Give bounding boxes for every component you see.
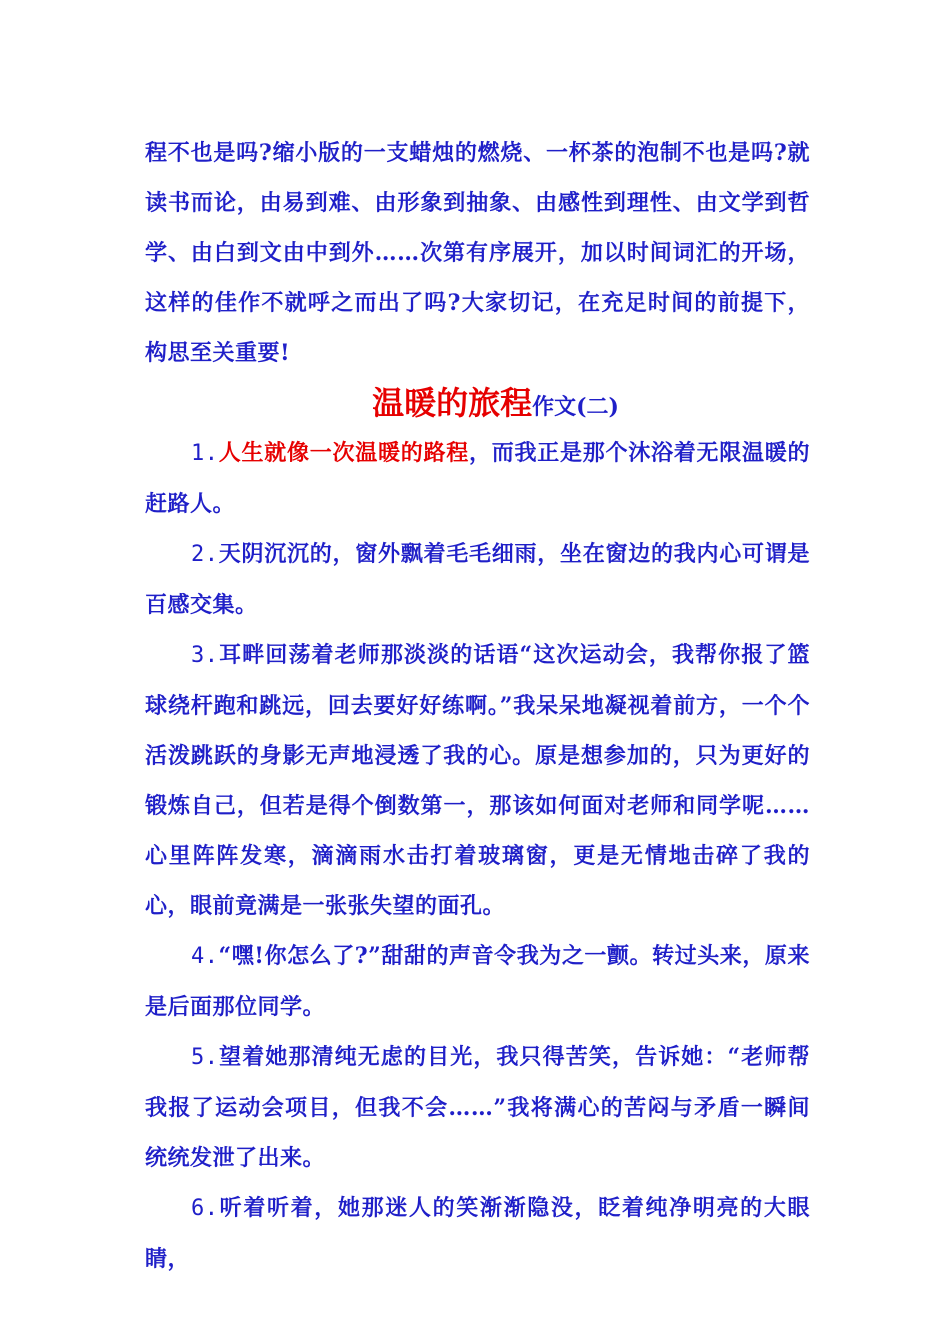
paragraph-text: 望着她那清纯无虑的目光，我只得苦笑，告诉她：“老师帮我报了运动会项目，但我不会……”我将满心的苦闷与矛盾一瞬间统统发泄了出来。 xyxy=(145,1044,810,1171)
paragraph-number: 4. xyxy=(191,944,219,969)
paragraph-text: “嘿!你怎么了?”甜甜的声音令我为之一颤。转过头来，原来是后面那位同学。 xyxy=(145,943,810,1020)
highlighted-sentence: 人生就像一次温暖的路程 xyxy=(218,440,469,466)
paragraph-text: 天阴沉沉的，窗外飘着毛毛细雨，坐在窗边的我内心可谓是百感交集。 xyxy=(145,541,810,618)
paragraph-number: 5. xyxy=(191,1045,219,1070)
intro-paragraph: 程不也是吗?缩小版的一支蜡烛的燃烧、一杯茶的泡制不也是吗?就读书而论，由易到难、由形象到抽象、由感性到理性、由文学到哲学、由白到文由中到外……次第有序展开，加以时间词汇的开场，这样的佳作不就呼之而出了吗?大家切记，在充足时间的前提下，构思至关重要! xyxy=(145,140,810,366)
paragraph-number: 1. xyxy=(191,441,219,466)
paragraph-text: ，而我正是那个沐浴着无限温暖的赶路人。 xyxy=(145,440,810,517)
essay-title-sub: 作文(二) xyxy=(532,394,619,420)
paragraph-text: 听着听着，她那迷人的笑渐渐隐没，眨着纯净明亮的大眼睛， xyxy=(145,1195,810,1272)
paragraph-number: 6. xyxy=(191,1196,219,1221)
paragraph-6 xyxy=(145,1183,810,1284)
paragraph-1 xyxy=(145,428,810,529)
essay-title-main: 温暖的旅程 xyxy=(372,384,533,422)
paragraph-3 xyxy=(145,630,810,931)
paragraph-number: 2. xyxy=(191,542,219,567)
paragraph-5 xyxy=(145,1032,810,1183)
document-content xyxy=(145,128,810,1284)
paragraph-2 xyxy=(145,529,810,630)
paragraph-4 xyxy=(145,931,810,1032)
essay-title xyxy=(145,378,810,428)
paragraph-number: 3. xyxy=(191,643,219,668)
paragraph-text: 耳畔回荡着老师那淡淡的话语“这次运动会，我帮你报了篮球绕杆跑和跳远，回去要好好练啊。”我呆呆地凝视着前方，一个个活泼跳跃的身影无声地浸透了我的心。原是想参加的，只为更好的锻炼自己，但若是得个倒数第一，那该如何面对老师和同学呢……心里阵阵发寒，滴滴雨水击打着玻璃窗，更是无情地击碎了我的心，眼前竟满是一张张失望的面孔。 xyxy=(145,642,810,919)
